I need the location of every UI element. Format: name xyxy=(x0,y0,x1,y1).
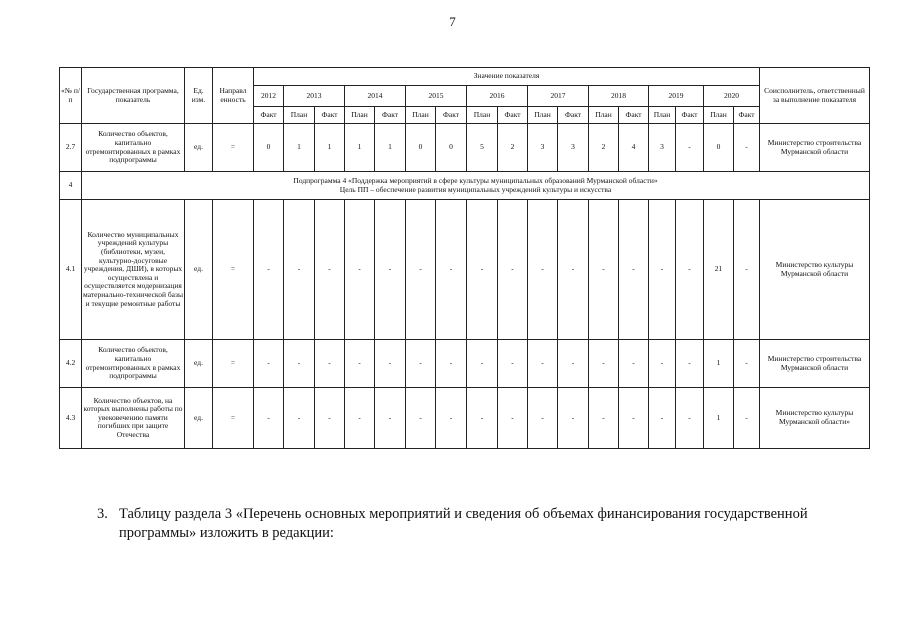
subprogram-title xyxy=(82,172,870,200)
header-year: 2017 xyxy=(528,86,589,107)
row-unit: ед. xyxy=(185,200,213,340)
value-cell: - xyxy=(315,340,345,388)
value-cell: - xyxy=(528,340,558,388)
value-cell: - xyxy=(406,388,436,449)
header-subhead: План xyxy=(649,107,676,124)
value-cell: 1 xyxy=(345,124,375,172)
row-name: Количество объектов, капитально отремонтированных в рамках подпрограммы xyxy=(82,340,185,388)
value-cell: - xyxy=(498,340,528,388)
header-subhead: Факт xyxy=(254,107,284,124)
header-year: 2012 xyxy=(254,86,284,107)
value-cell: - xyxy=(436,340,467,388)
value-cell: - xyxy=(528,200,558,340)
value-cell: 3 xyxy=(558,124,589,172)
value-cell: 1 xyxy=(284,124,315,172)
value-cell: - xyxy=(315,388,345,449)
value-cell: - xyxy=(589,388,619,449)
value-cell: - xyxy=(345,200,375,340)
row-name: Количество объектов, на которых выполнены работы по увековечению памяти погибших при защите Отечества xyxy=(82,388,185,449)
page-number: 7 xyxy=(449,14,456,29)
value-cell: - xyxy=(375,388,406,449)
value-cell: 0 xyxy=(406,124,436,172)
header-subhead: Факт xyxy=(315,107,345,124)
value-cell: - xyxy=(375,200,406,340)
value-cell: - xyxy=(558,200,589,340)
row-num: 4 xyxy=(60,172,82,200)
value-cell: - xyxy=(467,388,498,449)
header-direction: Направл енность xyxy=(213,68,254,124)
value-cell: - xyxy=(619,340,649,388)
header-subhead: Факт xyxy=(436,107,467,124)
row-num: 4.3 xyxy=(60,388,82,449)
header-program: Государственная программа, показатель xyxy=(82,68,185,124)
value-cell: - xyxy=(375,340,406,388)
subprogram-line1: Подпрограмма 4 «Поддержка мероприятий в сфере культуры муниципальных образований Мурманской области» xyxy=(293,175,658,185)
header-subhead: Факт xyxy=(619,107,649,124)
row-direction: = xyxy=(213,124,254,172)
row-num: 2.7 xyxy=(60,124,82,172)
value-cell: - xyxy=(734,340,760,388)
header-subhead: Факт xyxy=(498,107,528,124)
value-cell: - xyxy=(619,388,649,449)
value-cell: 21 xyxy=(704,200,734,340)
header-subhead: План xyxy=(589,107,619,124)
value-cell: - xyxy=(619,200,649,340)
value-cell: 1 xyxy=(315,124,345,172)
header-year: 2019 xyxy=(649,86,704,107)
header-subhead: План xyxy=(528,107,558,124)
row-num: 4.2 xyxy=(60,340,82,388)
value-cell: - xyxy=(284,340,315,388)
header-subhead: Факт xyxy=(734,107,760,124)
value-cell: - xyxy=(676,340,704,388)
row-name: Количество объектов, капитально отремонтированных в рамках подпрограммы xyxy=(82,124,185,172)
header-subhead: План xyxy=(406,107,436,124)
value-cell: - xyxy=(649,388,676,449)
value-cell: 3 xyxy=(649,124,676,172)
value-cell: 0 xyxy=(254,124,284,172)
value-cell: - xyxy=(254,200,284,340)
row-executor: Министерство культуры Мурманской области» xyxy=(760,388,870,449)
value-cell: - xyxy=(284,388,315,449)
header-year: 2016 xyxy=(467,86,528,107)
value-cell: - xyxy=(284,200,315,340)
row-unit: ед. xyxy=(185,124,213,172)
value-cell: - xyxy=(498,200,528,340)
value-cell: - xyxy=(676,388,704,449)
indicators-table xyxy=(59,67,870,449)
value-cell: - xyxy=(558,340,589,388)
row-unit: ед. xyxy=(185,388,213,449)
value-cell: 1 xyxy=(375,124,406,172)
value-cell: 5 xyxy=(467,124,498,172)
row-direction: = xyxy=(213,340,254,388)
row-direction: = xyxy=(213,200,254,340)
row-executor: Министерство строительства Мурманской области xyxy=(760,340,870,388)
amendment-paragraph xyxy=(97,505,832,543)
value-cell: - xyxy=(734,200,760,340)
header-subhead: План xyxy=(284,107,315,124)
header-year: 2014 xyxy=(345,86,406,107)
value-cell: 1 xyxy=(704,340,734,388)
header-year: 2018 xyxy=(589,86,649,107)
header-value-group: Значение показателя xyxy=(254,68,760,86)
value-cell: - xyxy=(467,200,498,340)
value-cell: - xyxy=(498,388,528,449)
value-cell: - xyxy=(254,388,284,449)
row-direction: = xyxy=(213,388,254,449)
header-subhead: Факт xyxy=(676,107,704,124)
value-cell: - xyxy=(406,340,436,388)
value-cell: - xyxy=(406,200,436,340)
value-cell: - xyxy=(315,200,345,340)
row-executor: Министерство строительства Мурманской области xyxy=(760,124,870,172)
paragraph-number: 3. xyxy=(97,506,108,522)
value-cell: - xyxy=(254,340,284,388)
header-subhead: План xyxy=(345,107,375,124)
value-cell: 4 xyxy=(619,124,649,172)
header-subhead: План xyxy=(704,107,734,124)
header-year: 2013 xyxy=(284,86,345,107)
row-executor: Министерство культуры Мурманской области xyxy=(760,200,870,340)
value-cell: 1 xyxy=(704,388,734,449)
header-subhead: Факт xyxy=(558,107,589,124)
header-executor: Соисполнитель, ответственный за выполнение показателя xyxy=(760,68,870,124)
value-cell: - xyxy=(734,124,760,172)
value-cell: 2 xyxy=(498,124,528,172)
subprogram-line2: Цель ПП – обеспечение развития муниципальных учреждений культуры и искусства xyxy=(339,184,612,194)
value-cell: 0 xyxy=(436,124,467,172)
header-subhead: План xyxy=(467,107,498,124)
value-cell: - xyxy=(558,388,589,449)
paragraph-line2: программы» изложить в редакции: xyxy=(119,525,334,541)
value-cell: - xyxy=(676,124,704,172)
header-year: 2015 xyxy=(406,86,467,107)
value-cell: - xyxy=(528,388,558,449)
value-cell: - xyxy=(589,340,619,388)
value-cell: - xyxy=(589,200,619,340)
value-cell: - xyxy=(436,200,467,340)
value-cell: - xyxy=(345,388,375,449)
header-num: «№ п/п xyxy=(60,68,82,124)
value-cell: 2 xyxy=(589,124,619,172)
value-cell: - xyxy=(436,388,467,449)
paragraph-line1: Таблицу раздела 3 «Перечень основных мероприятий и сведения об объемах финансирования государственной xyxy=(119,506,808,522)
header-year: 2020 xyxy=(704,86,760,107)
row-num: 4.1 xyxy=(60,200,82,340)
value-cell: - xyxy=(467,340,498,388)
value-cell: - xyxy=(649,340,676,388)
value-cell: 0 xyxy=(704,124,734,172)
value-cell: - xyxy=(345,340,375,388)
value-cell: - xyxy=(676,200,704,340)
value-cell: - xyxy=(649,200,676,340)
value-cell: - xyxy=(734,388,760,449)
row-unit: ед. xyxy=(185,340,213,388)
row-name: Количество муниципальных учреждений культуры (библиотеки, музеи, культурно-досуговые учреждения, ДШИ), в которых осуществлена и осуществляется модернизация материально-технической базы и текущие ремонтные работы xyxy=(82,200,185,340)
value-cell: 3 xyxy=(528,124,558,172)
header-unit: Ед. изм. xyxy=(185,68,213,124)
header-subhead: Факт xyxy=(375,107,406,124)
